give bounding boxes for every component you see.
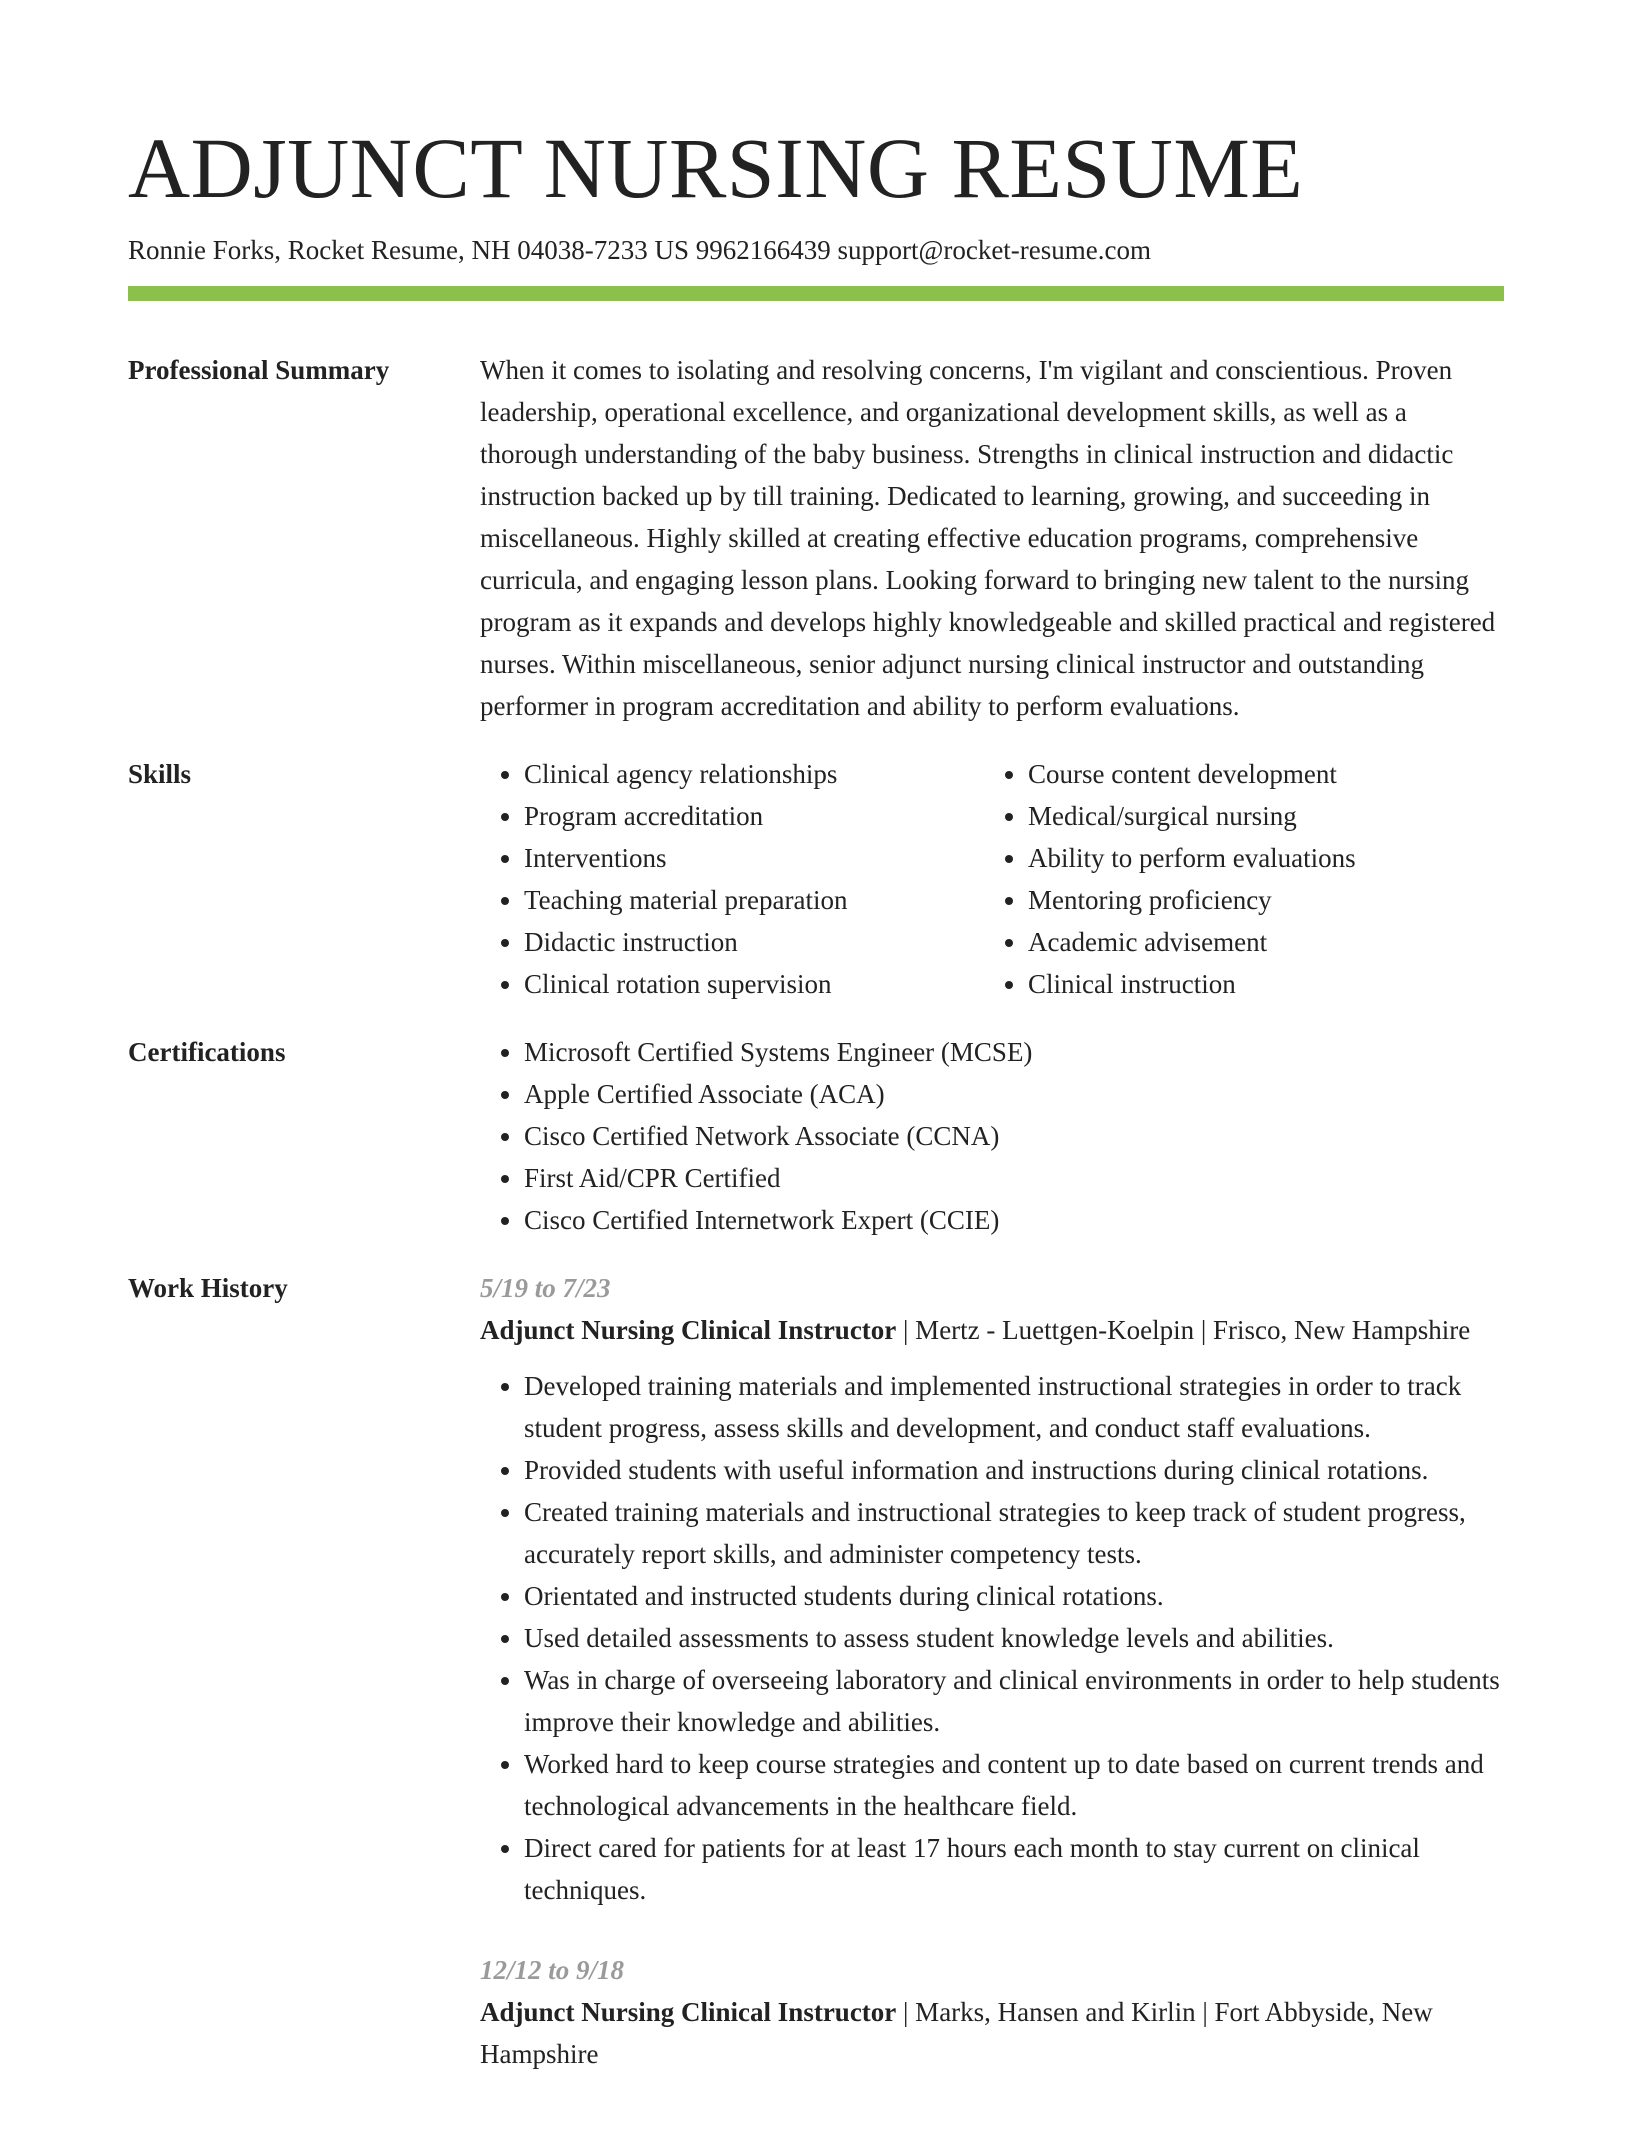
job-entry bbox=[480, 1949, 1504, 2075]
work-history-label: Work History bbox=[128, 1273, 288, 1303]
job-bullet: • Used detailed assessments to assess student knowledge levels and abilities. bbox=[524, 1617, 1504, 1659]
certifications-section bbox=[128, 1031, 1504, 1241]
resume-title: ADJUNCT NURSING RESUME bbox=[128, 120, 1304, 216]
job-bullets bbox=[480, 1365, 1504, 1911]
certification-item: • First Aid/CPR Certified bbox=[524, 1157, 1504, 1199]
skills-column-1 bbox=[480, 753, 984, 1005]
skill-item: • Academic advisement bbox=[1028, 921, 1488, 963]
summary-body bbox=[480, 349, 1504, 727]
contact-line: Ronnie Forks, Rocket Resume, NH 04038-7233 US 9962166439 support@rocket-resume.com bbox=[128, 235, 1151, 265]
skill-item: • Clinical rotation supervision bbox=[524, 963, 984, 1005]
skills-section bbox=[128, 753, 1504, 1005]
summary-label: Professional Summary bbox=[128, 355, 390, 385]
skill-item: • Didactic instruction bbox=[524, 921, 984, 963]
job-entry bbox=[480, 1267, 1504, 1911]
job-details: | Marks, Hansen and Kirlin | Fort Abbyside, New Hampshire bbox=[480, 1997, 1433, 2069]
certifications-body bbox=[480, 1031, 1504, 1241]
job-bullet: • Provided students with useful information and instructions during clinical rotations. bbox=[524, 1449, 1504, 1491]
skills-column-2 bbox=[984, 753, 1488, 1005]
job-bullet: • Developed training materials and implemented instructional strategies in order to track student progress, assess skills and development, and conduct staff evaluations. bbox=[524, 1365, 1504, 1449]
skill-item: • Clinical agency relationships bbox=[524, 753, 984, 795]
job-bullet: • Orientated and instructed students during clinical rotations. bbox=[524, 1575, 1504, 1617]
job-dates: 5/19 to 7/23 bbox=[480, 1273, 611, 1303]
certifications-list bbox=[480, 1031, 1504, 1241]
job-title: Adjunct Nursing Clinical Instructor bbox=[480, 1315, 897, 1345]
skill-item: • Mentoring proficiency bbox=[1028, 879, 1488, 921]
certification-item: • Cisco Certified Network Associate (CCNA) bbox=[524, 1115, 1504, 1157]
work-history-body bbox=[480, 1267, 1504, 2113]
certification-item: • Apple Certified Associate (ACA) bbox=[524, 1073, 1504, 1115]
job-bullet: • Was in charge of overseeing laboratory and clinical environments in order to help students improve their knowledge and abilities. bbox=[524, 1659, 1504, 1743]
job-bullet: • Created training materials and instructional strategies to keep track of student progress, accurately report skills, and administer competency tests. bbox=[524, 1491, 1504, 1575]
skill-item: • Program accreditation bbox=[524, 795, 984, 837]
skill-item: • Course content development bbox=[1028, 753, 1488, 795]
job-bullet: • Direct cared for patients for at least 17 hours each month to stay current on clinical techniques. bbox=[524, 1827, 1504, 1911]
skill-item: • Interventions bbox=[524, 837, 984, 879]
summary-text: When it comes to isolating and resolving concerns, I'm vigilant and conscientious. Proven leadership, operational excellence, and organizational development skills, as well as a thorough understanding of the baby business. Strengths in clinical instruction and didactic instruction backed up by till training. Dedicated to learning, growing, and succeeding in miscellaneous. Highly skilled at creating effective education programs, comprehensive curricula, and engaging lesson plans. Looking forward to bringing new talent to the nursing program as it expands and develops highly knowledgeable and skilled practical and registered nurses. Within miscellaneous, senior adjunct nursing clinical instructor and outstanding performer in program accreditation and ability to perform evaluations. bbox=[480, 355, 1496, 721]
job-bullet: • Worked hard to keep course strategies and content up to date based on current trends and technological advancements in the healthcare field. bbox=[524, 1743, 1504, 1827]
skill-item: • Clinical instruction bbox=[1028, 963, 1488, 1005]
certification-item: • Microsoft Certified Systems Engineer (MCSE) bbox=[524, 1031, 1504, 1073]
certification-item: • Cisco Certified Internetwork Expert (CCIE) bbox=[524, 1199, 1504, 1241]
skill-item: • Medical/surgical nursing bbox=[1028, 795, 1488, 837]
job-details: | Mertz - Luettgen-Koelpin | Frisco, New Hampshire bbox=[896, 1315, 1471, 1345]
resume-sections bbox=[128, 349, 1504, 2139]
skill-item: • Ability to perform evaluations bbox=[1028, 837, 1488, 879]
header-divider bbox=[128, 286, 1504, 301]
skill-item: • Teaching material preparation bbox=[524, 879, 984, 921]
job-heading bbox=[480, 1309, 1504, 1351]
job-dates: 12/12 to 9/18 bbox=[480, 1955, 625, 1985]
skills-label: Skills bbox=[128, 759, 192, 789]
skills-columns bbox=[480, 753, 1504, 1005]
job-heading bbox=[480, 1991, 1504, 2075]
work-history-section bbox=[128, 1267, 1504, 2113]
certifications-label: Certifications bbox=[128, 1037, 286, 1067]
job-title: Adjunct Nursing Clinical Instructor bbox=[480, 1997, 897, 2027]
summary-section bbox=[128, 349, 1504, 727]
